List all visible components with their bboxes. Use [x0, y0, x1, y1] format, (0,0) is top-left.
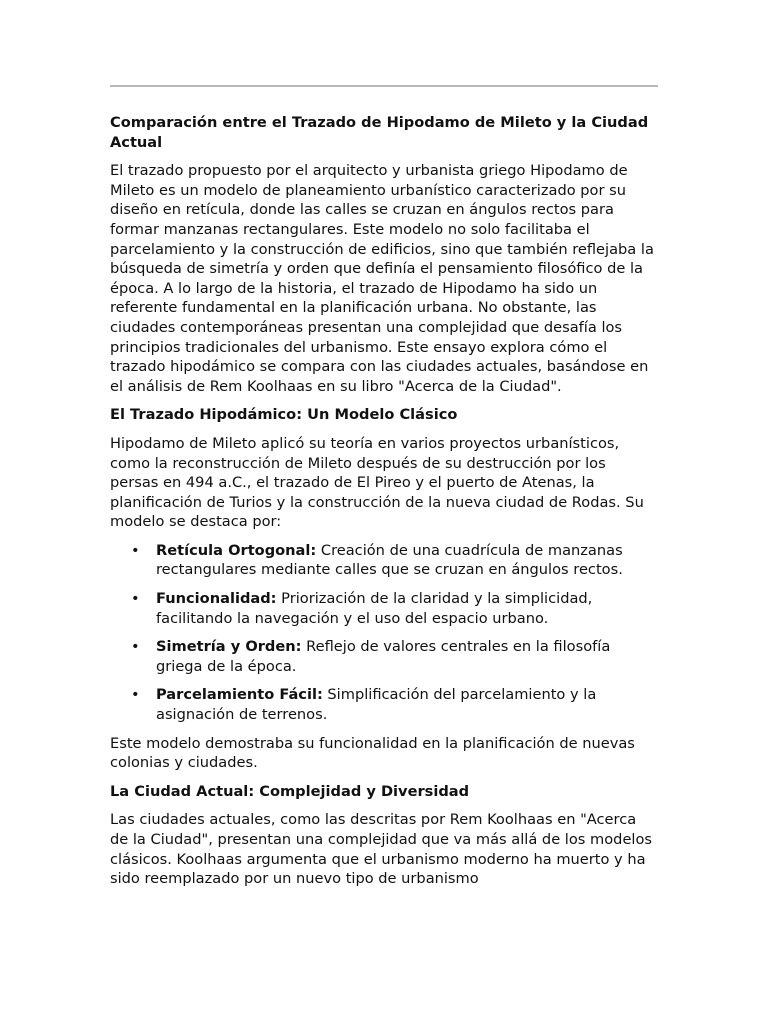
section-closing-paragraph: Este modelo demostraba su funcionalidad en la planificación de nuevas colonias y ciudades. — [110, 734, 635, 772]
section-paragraph-hippodamian: Hipodamo de Mileto aplicó su teoría en varios proyectos urbanísticos, como la reconstrucción de Mileto después de su destrucción por los persas en 494 a.C., el trazado de El Pireo y el puerto de Atenas, la planificación de Turios y la construcción de la nueva ciudad de Rodas. Su modelo se destaca por: — [110, 434, 644, 531]
top-divider — [110, 85, 658, 87]
list-item-term: Retícula Ortogonal: — [156, 541, 317, 559]
list-item-text: Creación de una cuadrícula de manzanas rectangulares mediante calles que se cruzan en ángulos rectos. — [156, 541, 623, 579]
list-item-term: Funcionalidad: — [156, 590, 277, 608]
intro-paragraph: El trazado propuesto por el arquitecto y urbanista griego Hipodamo de Mileto es un modelo de planeamiento urbanístico caracterizado por su diseño en retícula, donde las calles se cruzan en ángulos rectos para formar manzanas rectangulares. Este modelo no solo facilitaba el parcelamiento y la construcción de edificios, sino que también reflejaba la búsqueda de simetría y orden que definía el pensamiento filosófico de la época. A lo largo de la historia, el trazado de Hipodamo ha sido un referente fundamental en la planificación urbana. No obstante, las ciudades contemporáneas presentan una complejidad que desafía los principios tradicionales del urbanismo. Este ensayo explora cómo el trazado hipodámico se compara con las ciudades actuales, basándose en el análisis de Rem Koolhaas en su libro "Acerca de la Ciudad". — [110, 162, 654, 395]
section-paragraph-modern-city: Las ciudades actuales, como las descritas por Rem Koolhaas en "Acerca de la Ciudad", presentan una complejidad que va más allá de los modelos clásicos. Koolhaas argumenta que el urbanismo moderno ha muerto y ha sido reemplazado por un nuevo tipo de urbanismo — [110, 811, 653, 888]
features-list — [110, 541, 658, 725]
list-item-text: Simplificación del parcelamiento y la asignación de terrenos. — [156, 686, 597, 724]
list-item-term: Parcelamiento Fácil: — [156, 686, 323, 704]
list-item — [156, 541, 658, 580]
list-item — [156, 589, 658, 628]
section-heading-hippodamian: El Trazado Hipodámico: Un Modelo Clásico — [110, 406, 458, 424]
list-item — [156, 637, 658, 676]
document-body — [110, 113, 658, 898]
section-heading-modern-city: La Ciudad Actual: Complejidad y Diversidad — [110, 782, 470, 800]
list-item-term: Simetría y Orden: — [156, 638, 302, 656]
document-title: Comparación entre el Trazado de Hipodamo de Mileto y la Ciudad Actual — [110, 114, 649, 151]
list-item-text: Reflejo de valores centrales en la filosofía griega de la época. — [156, 638, 611, 675]
list-item — [156, 685, 658, 724]
list-item-text: Priorización de la claridad y la simplicidad, facilitando la navegación y el uso del espacio urbano. — [156, 590, 593, 627]
